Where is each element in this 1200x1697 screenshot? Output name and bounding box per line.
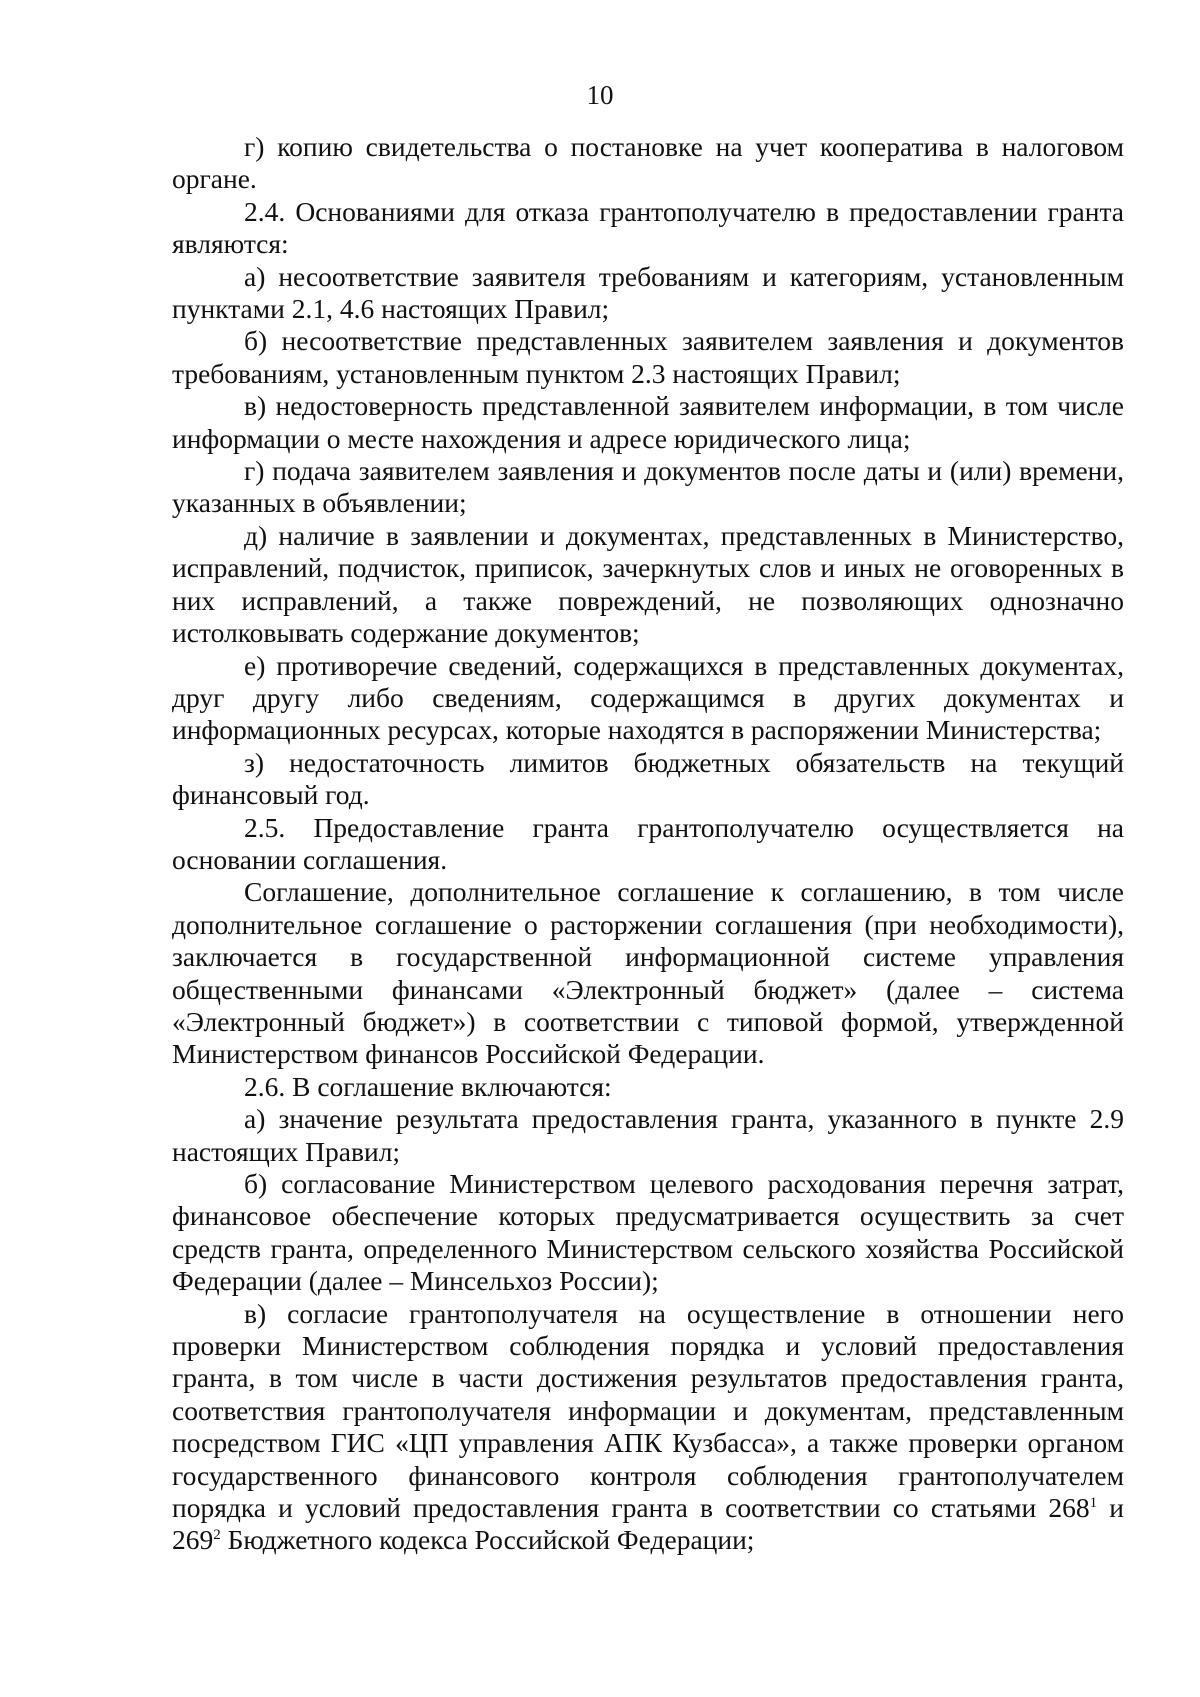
paragraph-d-corrections: д) наличие в заявлении и документах, представленных в Министерство, исправлений, подчисток, приписок, зачеркнутых слов и иных не оговоренных в них исправлений, а также повреждений, не позволяющих однозначно истолковывать содержание документов; [172, 519, 1124, 649]
page-number: 10 [586, 80, 614, 110]
paragraph-e-contradictions: е) противоречие сведений, содержащихся в представленных документах, друг другу либо сведениям, содержащимся в других документах и информационных ресурсах, которые находятся в распоряжении Министерства; [172, 649, 1124, 746]
superscript-2: 2 [213, 1527, 221, 1544]
superscript-1: 1 [1089, 1494, 1098, 1511]
paragraph-z-insufficient-limits: з) недостаточность лимитов бюджетных обязательств на текущий финансовый год. [172, 746, 1124, 811]
paragraph-2-5-agreement-basis: 2.5. Предоставление гранта грантополучателю осуществляется на основании соглашения. [172, 811, 1124, 875]
document-body [172, 131, 1124, 1557]
paragraph-a-result-value: а) значение результата предоставления гранта, указанного в пункте 2.9 настоящих Правил; [172, 1103, 1124, 1167]
paragraph-g-tax-certificate: г) копию свидетельства о постановке на учет кооператива в налоговом органе. [172, 131, 1124, 195]
paragraph-a-nonconformity: а) несоответствие заявителя требованиям и категориям, установленным пунктами 2.1, 4.6 настоящих Правил; [172, 260, 1124, 325]
paragraph-v-inspection-consent [172, 1298, 1124, 1557]
paragraph-agreement-electronic-budget: Соглашение, дополнительное соглашение к соглашению, в том числе дополнительное соглашение о расторжении соглашения (при необходимости), заключается в государственной информационной системе управления общественными финансами «Электронный бюджет» (далее – система «Электронный бюджет») в соответствии с типовой формой, утвержденной Министерством финансов Российской Федерации. [172, 876, 1124, 1070]
paragraph-g-late-submission: г) подача заявителем заявления и документов после даты и (или) времени, указанных в объявлении; [172, 455, 1124, 519]
paragraph-v-unreliable-info: в) недостоверность представленной заявителем информации, в том числе информации о месте нахождения и адресе юридического лица; [172, 390, 1124, 454]
paragraph-v-text-after: Бюджетного кодекса Российской Федерации; [220, 1524, 755, 1556]
paragraph-b-expense-approval: б) согласование Министерством целевого расходования перечня затрат, финансовое обеспечение которых предусматривается осуществить за счет средств гранта, определенного Министерством сельского хозяйства Российской Федерации (далее – Минсельхоз России); [172, 1168, 1124, 1297]
paragraph-v-text-before: в) согласие грантополучателя на осуществление в отношении него проверки Министерством соблюдения порядка и условий предоставления гранта, в том числе в части достижения результатов предоставления гранта, соответствия грантополучателя информации и документам, представленным посредством ГИС «ЦП управления АПК Кузбасса», а также проверки органом государственного финансового контроля соблюдения грантополучателем порядка и условий предоставления гранта в соответствии со статьями 268 [172, 1297, 1124, 1524]
paragraph-2-6-agreement-includes: 2.6. В соглашение включаются: [244, 1070, 612, 1102]
paragraph-b-documents-nonconformity: б) несоответствие представленных заявителем заявления и документов требованиям, установленным пунктом 2.3 настоящих Правил; [172, 325, 1124, 389]
paragraph-2-4-refusal-grounds: 2.4. Основаниями для отказа грантополучателю в предоставлении гранта являются: [172, 195, 1124, 260]
paragraph-v-text-mid: и 269 [172, 1492, 1124, 1556]
